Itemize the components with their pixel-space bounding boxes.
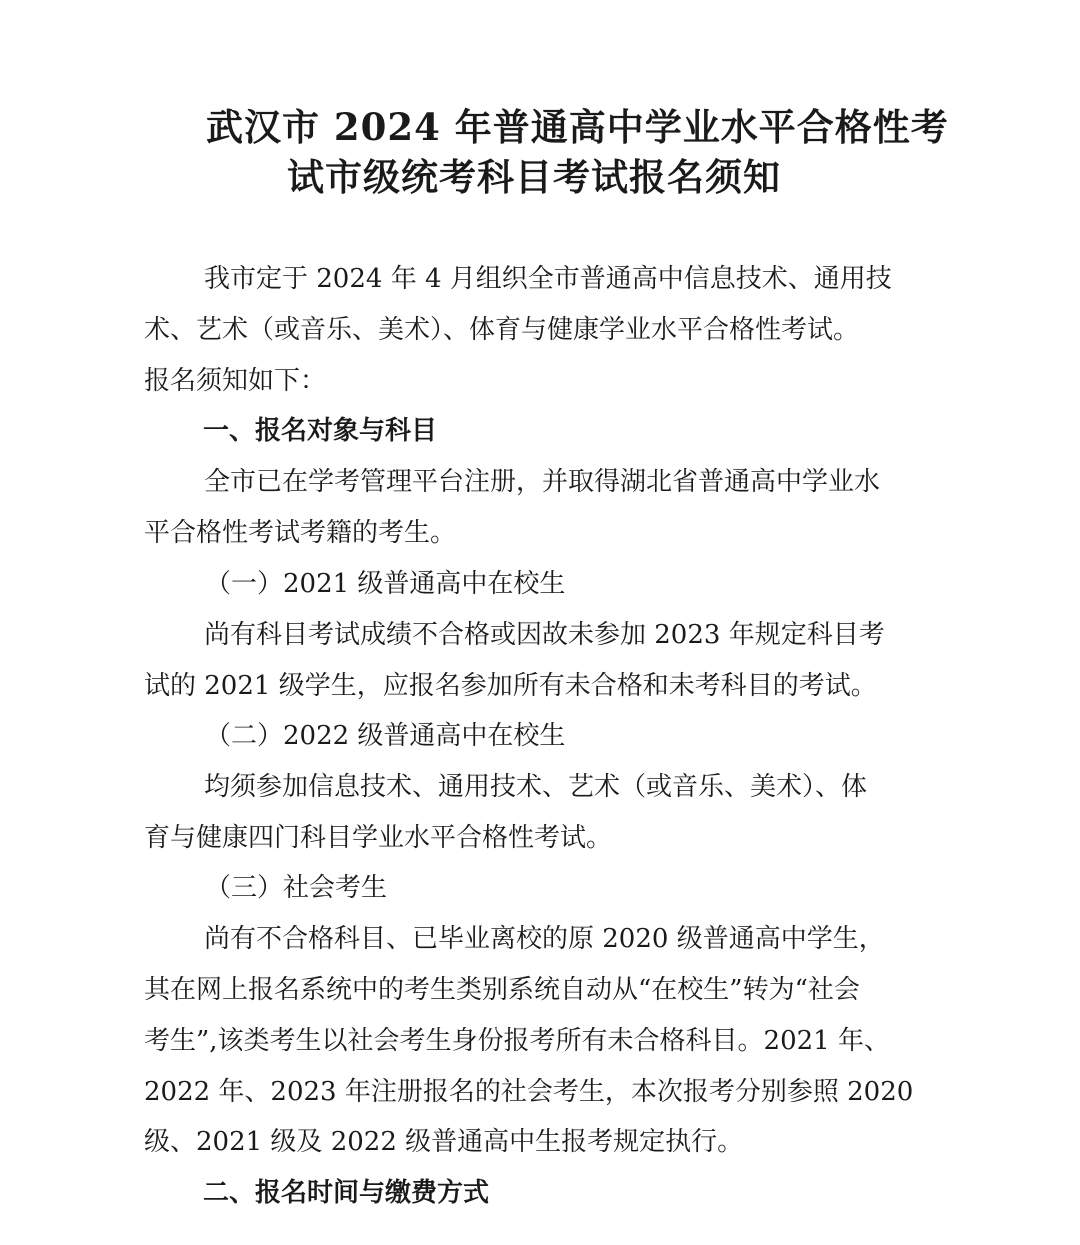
body-line: 尚有科目考试成绩不合格或因故未参加 2023 年规定科目考 bbox=[204, 620, 885, 650]
body-line: 全市已在学考管理平台注册，并取得湖北省普通高中学业水 bbox=[204, 467, 881, 497]
intro-line: 报名须知如下： bbox=[144, 366, 327, 396]
body-line: 尚有不合格科目、已毕业离校的原 2020 级普通高中学生， bbox=[204, 924, 885, 954]
body-line: 2022 年、2023 年注册报名的社会考生，本次报考分别参照 2020 bbox=[144, 1077, 914, 1107]
body-line: 级、2021 级及 2022 级普通高中生报考规定执行。 bbox=[144, 1127, 744, 1157]
document-title-line-2: 试市级统考科目考试报名须知 bbox=[287, 155, 781, 199]
body-line: 其在网上报名系统中的考生类别系统自动从“在校生”转为“社会 bbox=[144, 975, 860, 1005]
subsection-heading-1: （一）2021 级普通高中在校生 bbox=[205, 569, 566, 599]
body-line: 试的 2021 级学生，应报名参加所有未合格和未考科目的考试。 bbox=[144, 671, 877, 701]
body-line: 育与健康四门科目学业水平合格性考试。 bbox=[144, 823, 613, 853]
body-line: 考生”,该类考生以社会考生身份报考所有未合格科目。2021 年、 bbox=[144, 1026, 890, 1056]
section-heading-1: 一、报名对象与科目 bbox=[203, 416, 438, 446]
subsection-heading-2: （二）2022 级普通高中在校生 bbox=[205, 721, 566, 751]
intro-line: 术、艺术（或音乐、美术）、体育与健康学业水平合格性考试。 bbox=[144, 315, 860, 345]
subsection-heading-3: （三）社会考生 bbox=[205, 873, 388, 903]
section-heading-2: 二、报名时间与缴费方式 bbox=[203, 1178, 490, 1208]
intro-line: 我市定于 2024 年 4 月组织全市普通高中信息技术、通用技 bbox=[204, 264, 892, 294]
document-title-line-1: 武汉市 2024 年普通高中学业水平合格性考 bbox=[206, 105, 949, 149]
body-line: 均须参加信息技术、通用技术、艺术（或音乐、美术）、体 bbox=[204, 772, 868, 802]
body-line: 平合格性考试考籍的考生。 bbox=[144, 518, 457, 548]
